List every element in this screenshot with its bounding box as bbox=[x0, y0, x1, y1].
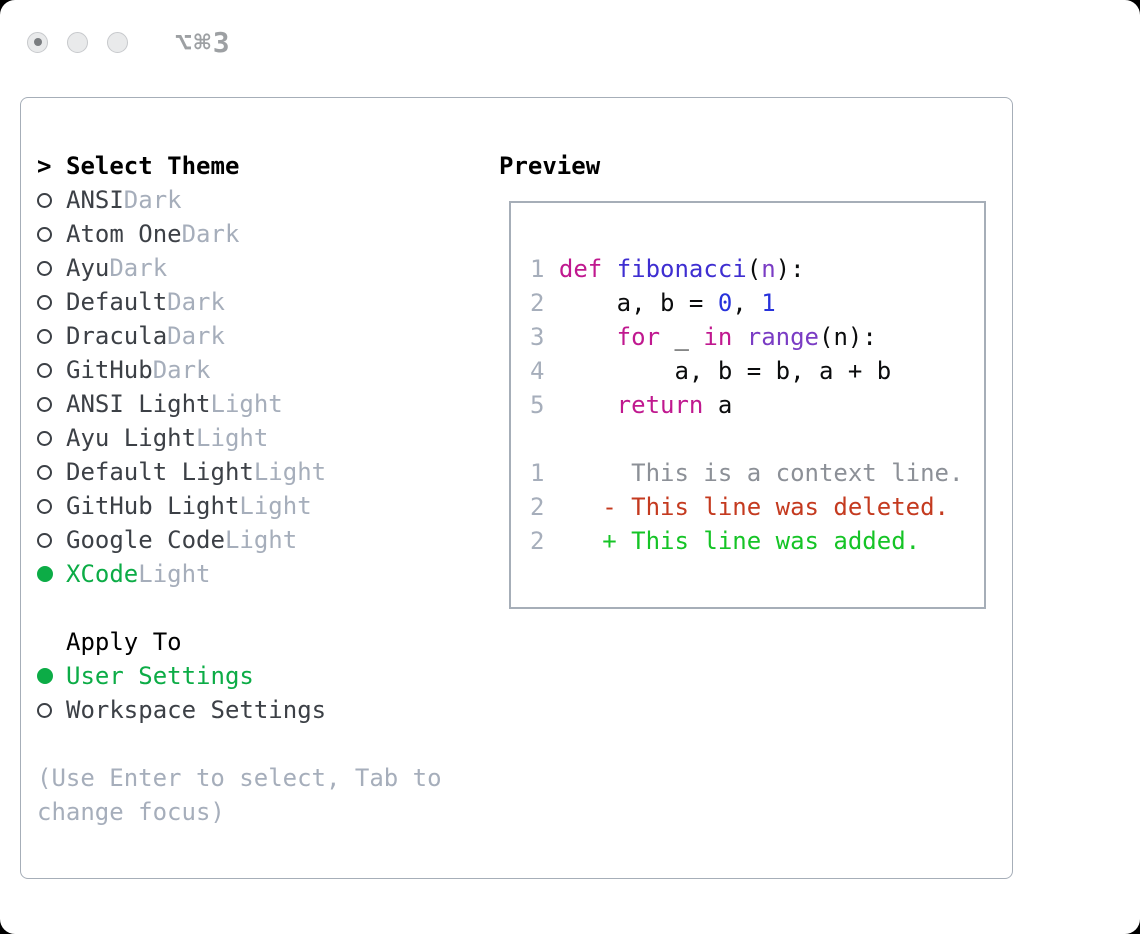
radio-icon bbox=[37, 193, 52, 208]
radio-icon bbox=[37, 397, 52, 412]
theme-option-ayu-light[interactable] bbox=[37, 421, 489, 455]
line-number: 4 bbox=[530, 357, 545, 385]
help-text: (Use Enter to select, Tab to change focus) bbox=[37, 764, 442, 826]
theme-option-ansi-light[interactable] bbox=[37, 387, 489, 421]
theme-option-xcode[interactable] bbox=[37, 557, 489, 591]
line-number: 2 bbox=[530, 289, 545, 317]
radio-icon bbox=[37, 329, 52, 344]
theme-variant-tag: Dark bbox=[167, 322, 225, 350]
titlebar bbox=[27, 27, 232, 57]
code-preview bbox=[530, 252, 984, 558]
theme-name: ANSI bbox=[66, 186, 124, 214]
theme-list-column bbox=[37, 149, 489, 878]
theme-name: Atom One bbox=[66, 220, 182, 248]
apply-option-label: Workspace Settings bbox=[66, 696, 327, 724]
apply-to-list bbox=[37, 659, 489, 727]
window-minimize-button[interactable] bbox=[67, 32, 88, 53]
radio-icon bbox=[37, 703, 52, 718]
radio-icon bbox=[37, 566, 53, 582]
radio-icon bbox=[37, 668, 53, 684]
line-number: 2 bbox=[530, 527, 545, 555]
theme-name: Ayu bbox=[66, 254, 110, 282]
theme-variant-tag: Light bbox=[210, 390, 283, 418]
code-line: 2 a, b = 0, 1 bbox=[530, 286, 984, 320]
theme-name: GitHub bbox=[66, 356, 153, 384]
theme-name: Default bbox=[66, 288, 168, 316]
radio-icon bbox=[37, 499, 52, 514]
active-indicator-dot bbox=[34, 38, 42, 46]
theme-list bbox=[37, 183, 489, 591]
theme-variant-tag: Light bbox=[196, 424, 269, 452]
preview-column bbox=[489, 149, 1012, 878]
theme-option-ansi[interactable] bbox=[37, 183, 489, 217]
theme-variant-tag: Dark bbox=[123, 186, 182, 214]
line-number: 1 bbox=[530, 255, 545, 283]
theme-name: Ayu Light bbox=[66, 424, 197, 452]
window-close-button[interactable] bbox=[27, 32, 48, 53]
apply-option-workspace-settings[interactable] bbox=[37, 693, 489, 727]
theme-option-atom-one[interactable] bbox=[37, 217, 489, 251]
radio-icon bbox=[37, 295, 52, 310]
code-line: 1 def fibonacci(n): bbox=[530, 252, 984, 286]
line-number: 2 bbox=[530, 493, 545, 521]
radio-icon bbox=[37, 261, 52, 276]
radio-icon bbox=[37, 533, 52, 548]
theme-option-google-code[interactable] bbox=[37, 523, 489, 557]
radio-icon bbox=[37, 431, 52, 446]
theme-option-default[interactable] bbox=[37, 285, 489, 319]
theme-name: XCode bbox=[66, 560, 139, 588]
preview-box bbox=[509, 201, 986, 609]
diff-line-deleted: 2 - This line was deleted. bbox=[530, 490, 984, 524]
apply-to-title: Apply To bbox=[66, 628, 182, 656]
select-theme-header-row bbox=[37, 149, 489, 183]
theme-option-ayu[interactable] bbox=[37, 251, 489, 285]
theme-name: GitHub Light bbox=[66, 492, 240, 520]
theme-option-github-light[interactable] bbox=[37, 489, 489, 523]
theme-name: Default Light bbox=[66, 458, 254, 486]
code-line: 5 return a bbox=[530, 388, 984, 422]
theme-variant-tag: Light bbox=[224, 526, 298, 554]
theme-name: Dracula bbox=[66, 322, 168, 350]
select-theme-title: Select Theme bbox=[66, 152, 240, 180]
diff-line-context: 1 This is a context line. bbox=[530, 456, 984, 490]
apply-option-user-settings[interactable] bbox=[37, 659, 489, 693]
diff-line-added: 2 + This line was added. bbox=[530, 524, 984, 558]
theme-name: Google Code bbox=[66, 526, 225, 554]
theme-variant-tag: Dark bbox=[167, 288, 225, 316]
line-number: 3 bbox=[530, 323, 545, 351]
theme-option-github[interactable] bbox=[37, 353, 489, 387]
line-number: 1 bbox=[530, 459, 545, 487]
theme-variant-tag: Dark bbox=[109, 254, 168, 282]
theme-name: ANSI Light bbox=[66, 390, 211, 418]
radio-icon bbox=[37, 227, 52, 242]
theme-variant-tag: Dark bbox=[152, 356, 211, 384]
radio-icon bbox=[37, 465, 52, 480]
line-number: 5 bbox=[530, 391, 545, 419]
code-line: 4 a, b = b, a + b bbox=[530, 354, 984, 388]
blank-line bbox=[530, 422, 984, 456]
window-zoom-button[interactable] bbox=[107, 32, 128, 53]
code-line: 3 for _ in range(n): bbox=[530, 320, 984, 354]
preview-title: Preview bbox=[499, 152, 601, 180]
theme-option-default-light[interactable] bbox=[37, 455, 489, 489]
apply-option-label: User Settings bbox=[66, 662, 254, 690]
theme-variant-tag: Light bbox=[239, 492, 312, 520]
theme-variant-tag: Light bbox=[253, 458, 327, 486]
theme-variant-tag: Dark bbox=[181, 220, 240, 248]
focus-prompt-icon: > bbox=[37, 152, 52, 180]
theme-settings-panel bbox=[20, 97, 1013, 879]
theme-option-dracula[interactable] bbox=[37, 319, 489, 353]
apply-to-header-row bbox=[37, 625, 489, 659]
keyboard-shortcut-label: ⌥⌘3 bbox=[175, 25, 232, 59]
theme-variant-tag: Light bbox=[138, 560, 211, 588]
radio-icon bbox=[37, 363, 52, 378]
